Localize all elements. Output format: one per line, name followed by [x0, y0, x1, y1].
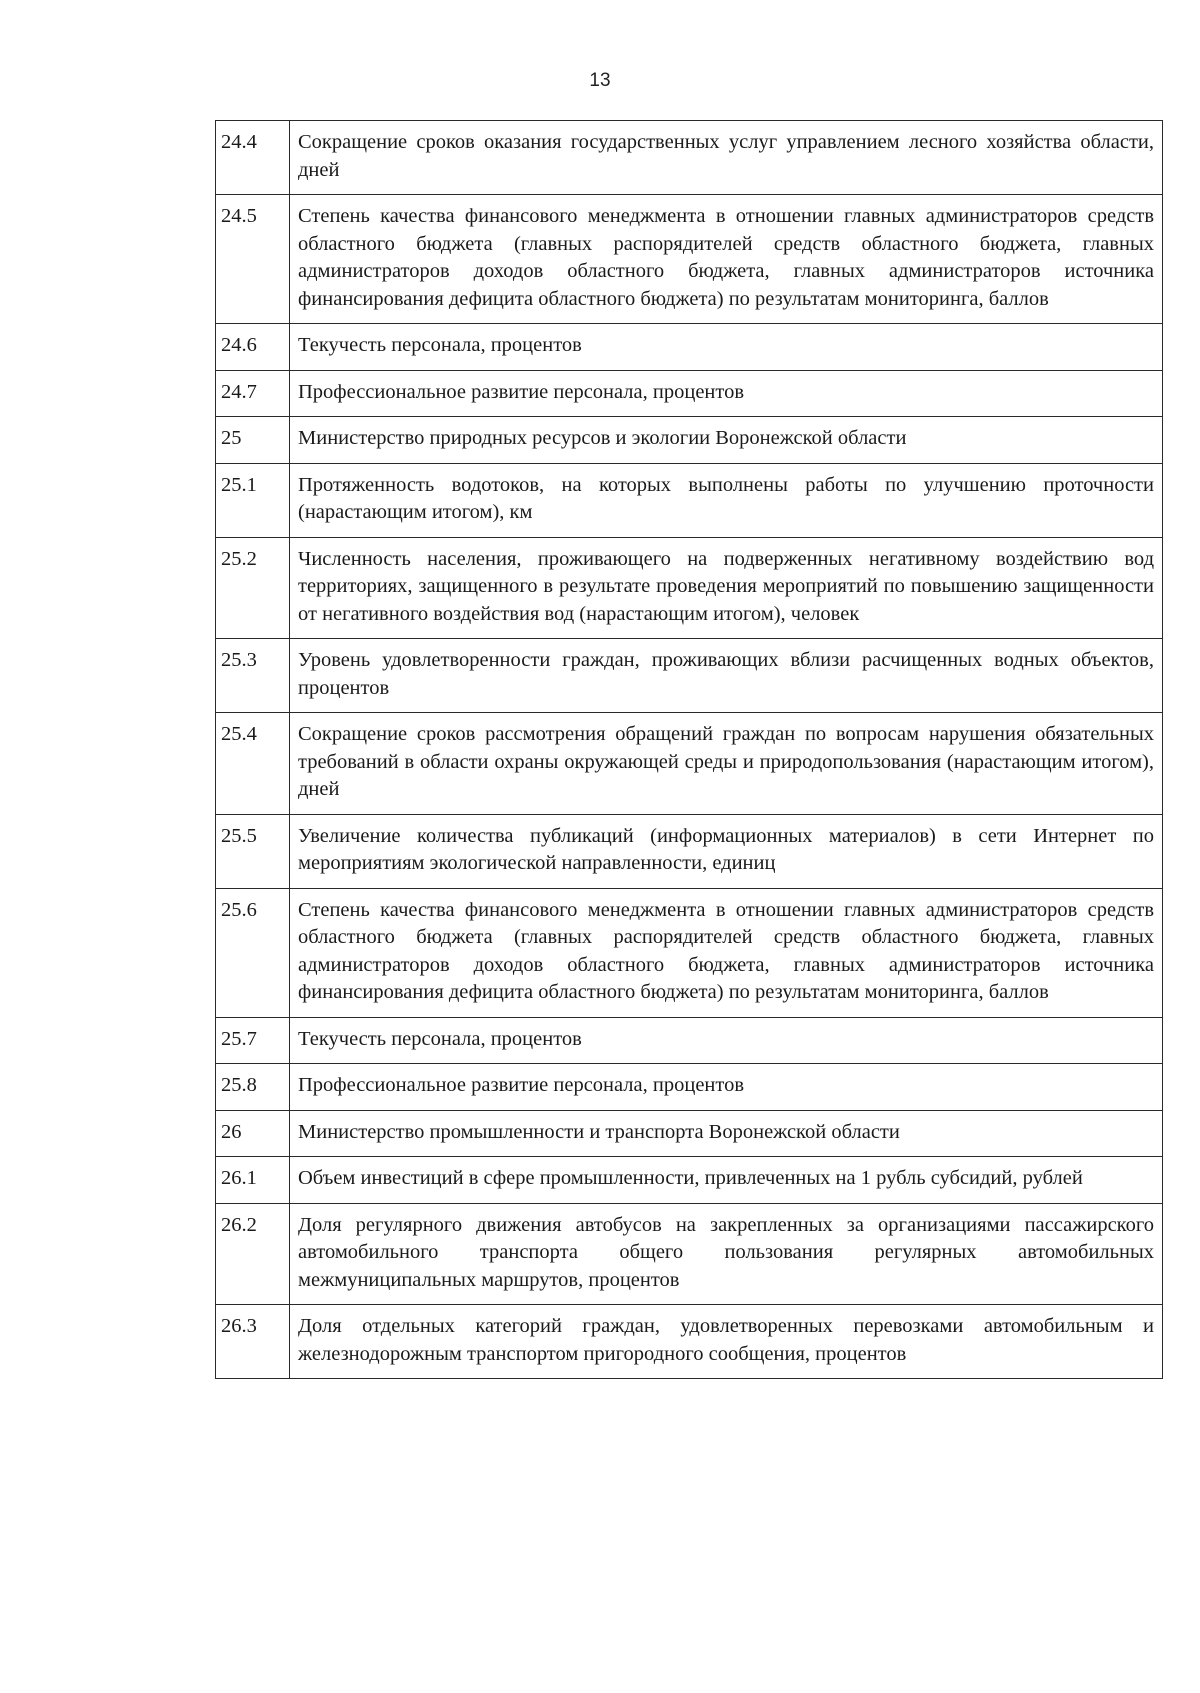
row-text: Профессиональное развитие персонала, процентов	[290, 370, 1163, 417]
table-row	[216, 888, 1163, 1017]
row-text: Численность населения, проживающего на подверженных негативному воздействию вод территориях, защищенного в результате проведения мероприятий по повышению защищенности от негативного воздействия вод (нарастающим итогом), человек	[290, 537, 1163, 639]
row-text: Министерство природных ресурсов и экологии Воронежской области	[290, 417, 1163, 464]
table-row	[216, 1064, 1163, 1111]
row-text: Текучесть персонала, процентов	[290, 1017, 1163, 1064]
row-text: Степень качества финансового менеджмента в отношении главных администраторов средств областного бюджета (главных распорядителей средств областного бюджета, главных администраторов доходов областного бюджета, главных администраторов источника финансирования дефицита областного бюджета) по результатам мониторинга, баллов	[290, 195, 1163, 324]
table-row	[216, 1017, 1163, 1064]
row-text: Сокращение сроков оказания государственных услуг управлением лесного хозяйства области, дней	[290, 121, 1163, 195]
table-row	[216, 537, 1163, 639]
table-row	[216, 639, 1163, 713]
table-row	[216, 121, 1163, 195]
row-number: 25.6	[216, 888, 290, 1017]
row-number: 25.1	[216, 463, 290, 537]
table-row	[216, 195, 1163, 324]
page-number: 13	[589, 70, 611, 91]
table-row	[216, 814, 1163, 888]
row-text: Увеличение количества публикаций (информационных материалов) в сети Интернет по мероприятиям экологической направленности, единиц	[290, 814, 1163, 888]
row-number: 24.7	[216, 370, 290, 417]
table-row	[216, 417, 1163, 464]
table-row	[216, 1157, 1163, 1204]
row-number: 24.6	[216, 324, 290, 371]
row-number: 24.4	[216, 121, 290, 195]
row-text: Доля регулярного движения автобусов на закрепленных за организациями пассажирского автомобильного транспорта общего пользования регулярных автомобильных межмуниципальных маршрутов, процентов	[290, 1203, 1163, 1305]
row-text: Сокращение сроков рассмотрения обращений граждан по вопросам нарушения обязательных требований в области охраны окружающей среды и природопользования (нарастающим итогом), дней	[290, 713, 1163, 815]
row-number: 25.3	[216, 639, 290, 713]
row-number: 25.2	[216, 537, 290, 639]
table-row	[216, 370, 1163, 417]
row-number: 26.2	[216, 1203, 290, 1305]
table-row	[216, 463, 1163, 537]
row-text: Министерство промышленности и транспорта Воронежской области	[290, 1110, 1163, 1157]
row-number: 25.4	[216, 713, 290, 815]
row-number: 26	[216, 1110, 290, 1157]
row-text: Степень качества финансового менеджмента в отношении главных администраторов средств областного бюджета (главных распорядителей средств областного бюджета, главных администраторов доходов областного бюджета, главных администраторов источника финансирования дефицита областного бюджета) по результатам мониторинга, баллов	[290, 888, 1163, 1017]
table-row	[216, 713, 1163, 815]
row-text: Уровень удовлетворенности граждан, проживающих вблизи расчищенных водных объектов, процентов	[290, 639, 1163, 713]
row-text: Протяженность водотоков, на которых выполнены работы по улучшению проточности (нарастающим итогом), км	[290, 463, 1163, 537]
table-row	[216, 1203, 1163, 1305]
row-number: 24.5	[216, 195, 290, 324]
table-row	[216, 1305, 1163, 1379]
row-text: Объем инвестиций в сфере промышленности, привлеченных на 1 рубль субсидий, рублей	[290, 1157, 1163, 1204]
row-number: 26.1	[216, 1157, 290, 1204]
row-number: 25.8	[216, 1064, 290, 1111]
row-number: 25.5	[216, 814, 290, 888]
table-row	[216, 1110, 1163, 1157]
row-number: 26.3	[216, 1305, 290, 1379]
row-text: Профессиональное развитие персонала, процентов	[290, 1064, 1163, 1111]
row-text: Текучесть персонала, процентов	[290, 324, 1163, 371]
row-text: Доля отдельных категорий граждан, удовлетворенных перевозками автомобильным и железнодорожным транспортом пригородного сообщения, процентов	[290, 1305, 1163, 1379]
row-number: 25.7	[216, 1017, 290, 1064]
table-row	[216, 324, 1163, 371]
row-number: 25	[216, 417, 290, 464]
indicators-table	[215, 120, 1163, 1379]
